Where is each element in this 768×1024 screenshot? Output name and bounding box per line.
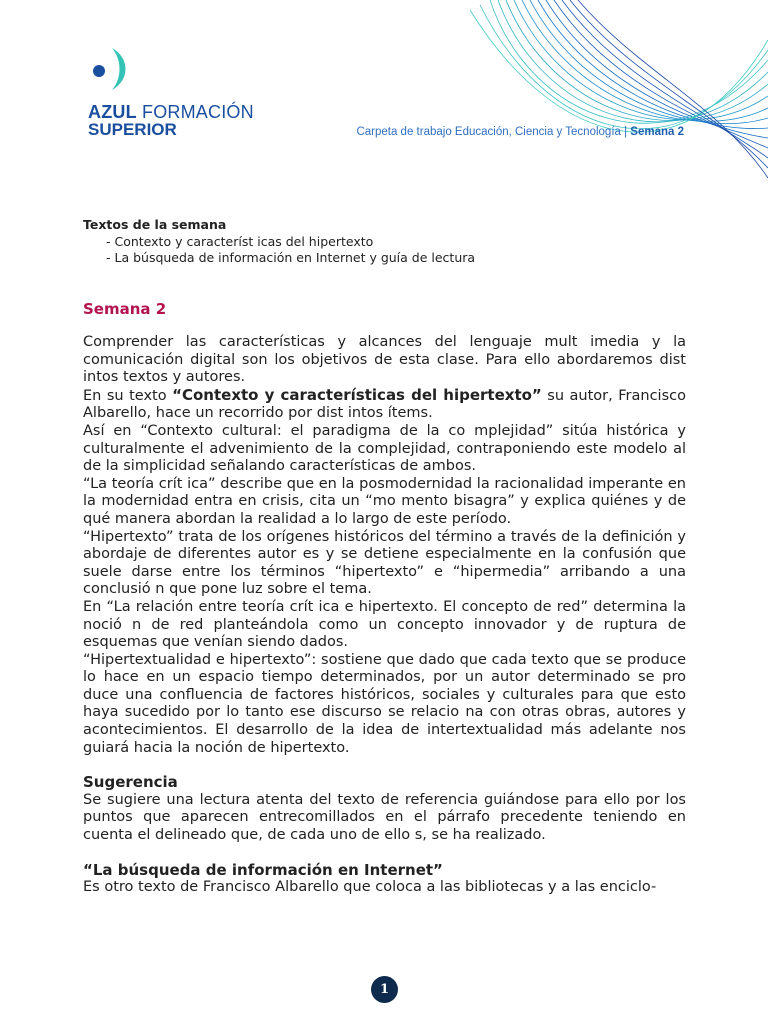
paragraph — [83, 387, 686, 423]
paragraph-text: En su texto — [83, 387, 173, 404]
list-item: - Contexto y característ icas del hipertexto — [106, 233, 374, 249]
paragraph: “La teoría crít ica” describe que en la posmodernidad la racionalidad imperante en la modernidad entra en crisis, cita un “mo mento bisagra” y explica quiénes y de qué manera abordan la realidad a lo largo de este período. — [83, 475, 686, 527]
paragraph: Es otro texto de Francisco Albarello que coloca a las bibliotecas y a las enciclo- — [83, 879, 657, 896]
paragraph: “Hipertexto” trata de los orígenes históricos del término a través de la definición y abordaje de diferentes autor es y se detiene especialmente en la confusión que suele darse entre los términos “hipertexto” e “hipermedia” arribando a una conclusió n que pone luz sobre el tema. — [83, 528, 686, 598]
header-reference-text: Carpeta de trabajo Educación, Ciencia y Tecnología | — [356, 126, 631, 138]
header-reference-week: Semana 2 — [630, 126, 684, 138]
brand-line2: SUPERIOR — [88, 120, 177, 139]
decorative-wave-lines — [470, 0, 768, 190]
week-texts-title: Textos de la semana — [83, 217, 227, 232]
brand-logo — [88, 104, 254, 138]
paragraph: Así en “Contexto cultural: el paradigma de la co mplejidad” sitúa histórica y culturalmente el advenimiento de la complejidad, contraponiendo este modelo al de la simplicidad señalando características de ambos. — [83, 422, 686, 475]
paragraph: Comprender las características y alcances del lenguaje mult imedia y la comunicación digital son los objetivos de esta clase. Para ello abordaremos dist intos textos y autores. — [83, 334, 686, 386]
paragraph: “Hipertextualidad e hipertexto”: sostiene que dado que cada texto que se produce lo hace en un espacio tiempo determinados, por un autor determinado se pro duce una confluencia de factores históricos, sociales y culturales para que esto haya sucedido por lo tanto ese discurso se relacio na con otras obras, autores y acontecimientos. El desarrollo de la idea de intertextualidad más adelante nos guiará hacia la noción de hipertexto. — [83, 651, 686, 756]
week-heading: Semana 2 — [83, 300, 167, 318]
brand-line1-bold: AZUL — [88, 102, 137, 122]
text-title-emphasis: “Contexto y características del hipertexto” — [172, 385, 542, 404]
paragraph-text: su autor, Francisco Albarello, hace un recorrido por dist intos ítems. — [83, 387, 686, 422]
paragraph: En “La relación entre teoría crít ica e hipertexto. El concepto de red” determina la noció n de red planteándola como un concepto innovador y de ruptura de esquemas que venían siendo dados. — [83, 598, 686, 651]
section-heading: “La búsqueda de información en Internet” — [83, 860, 443, 879]
header-reference — [356, 126, 684, 138]
brand-line1-rest: FORMACIÓN — [136, 102, 254, 122]
week-texts-list — [83, 217, 475, 267]
logo-mark-icon — [86, 46, 134, 94]
paragraph: Se sugiere una lectura atenta del texto de referencia guiándose para ello por los puntos que aparecen entrecomillados en el párrafo precedente teniendo en cuenta el delineado que, de cada uno de ello s, se ha realizado. — [83, 791, 686, 844]
page-number-badge: 1 — [371, 976, 398, 1003]
body-text — [83, 334, 686, 897]
suggestion-heading: Sugerencia — [83, 773, 178, 792]
list-item: - La búsqueda de información en Internet y guía de lectura — [106, 250, 476, 265]
